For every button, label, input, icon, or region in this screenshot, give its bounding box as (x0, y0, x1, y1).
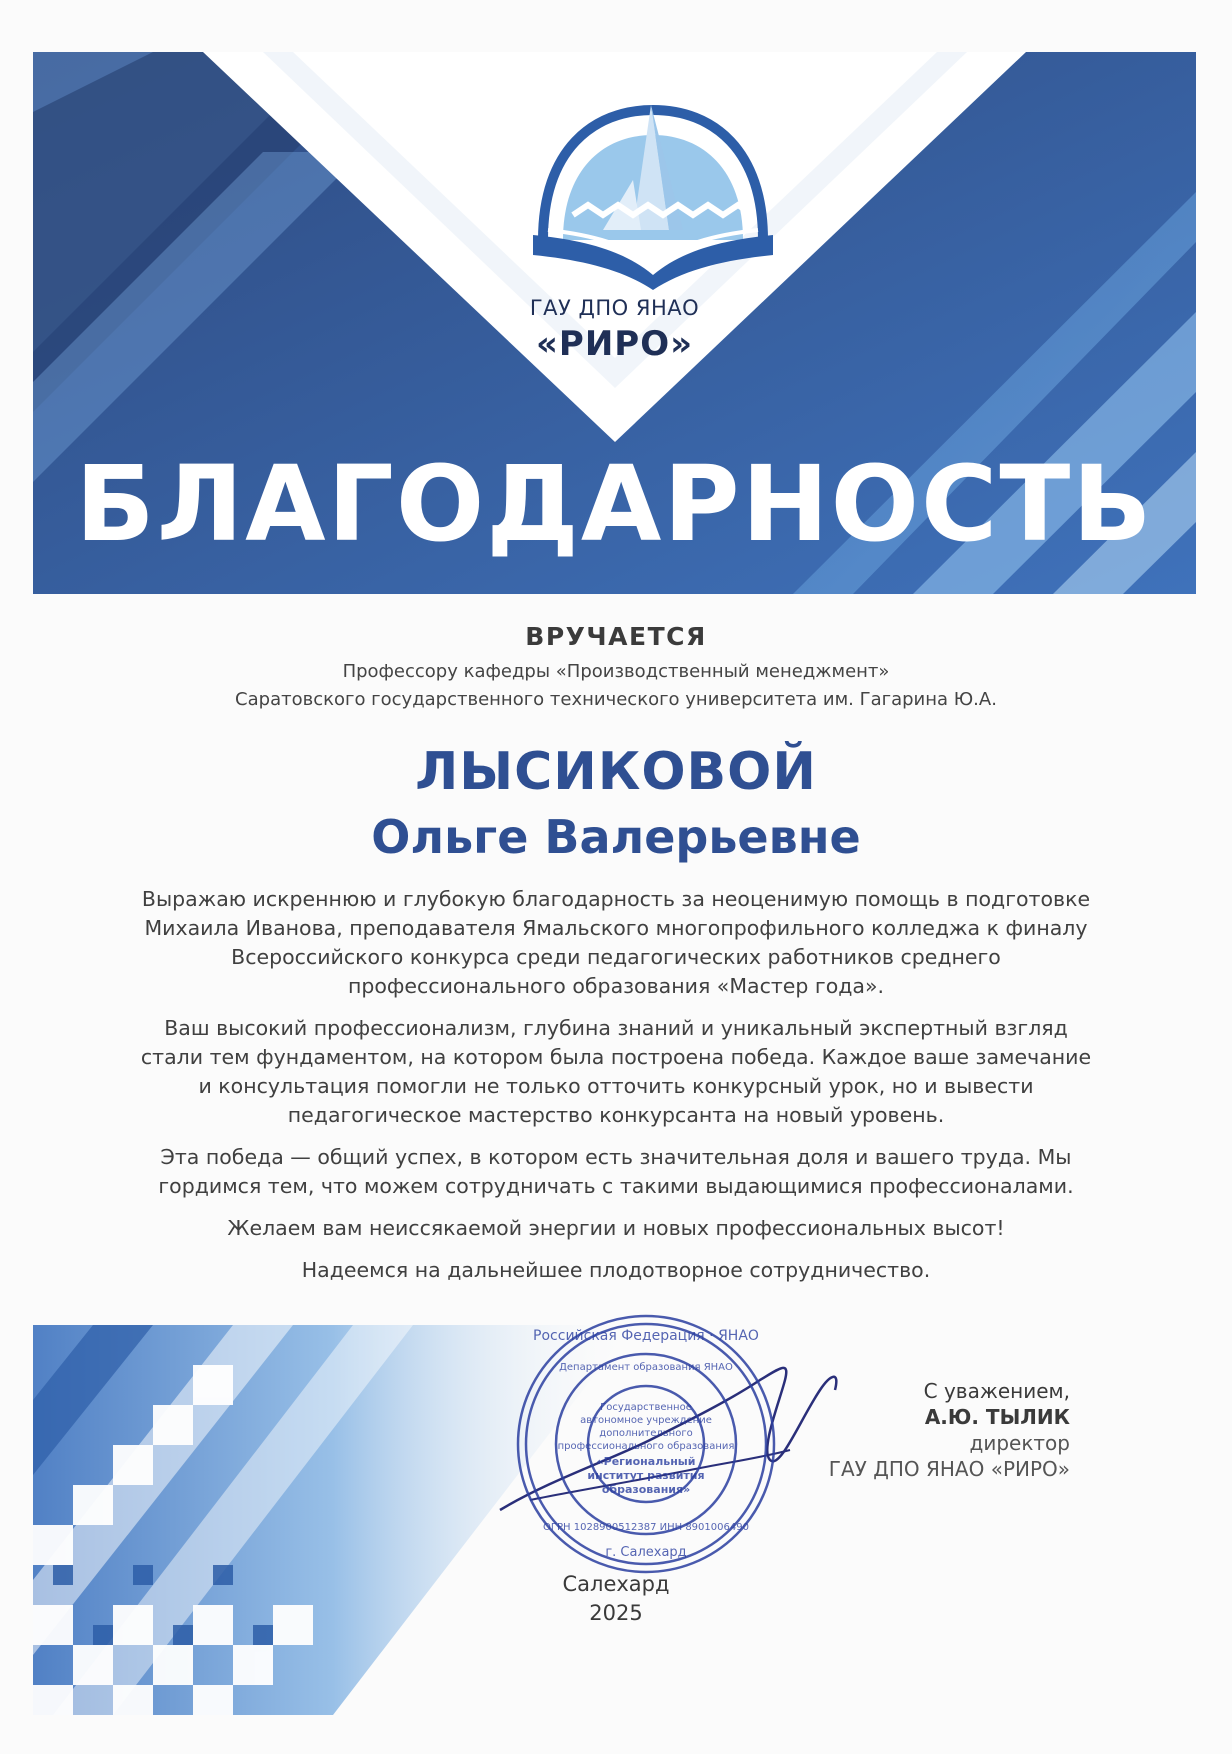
svg-text:Российская Федерация · ЯНАО: Российская Федерация · ЯНАО (533, 1328, 759, 1344)
svg-text:ОГРН 1028900512387 ИНН 8901006: ОГРН 1028900512387 ИНН 8901006490 (543, 1522, 749, 1533)
org-short-name: ГАУ ДПО ЯНАО (529, 296, 700, 320)
org-name: «РИРО» (535, 324, 694, 364)
recipient-given-names: Ольге Валерьевне (371, 810, 861, 864)
year: 2025 (589, 1601, 643, 1625)
svg-text:Государственное: Государственное (600, 1402, 692, 1413)
signature-block (829, 1378, 1070, 1482)
city: Салехард (562, 1572, 670, 1596)
svg-text:Департамент образования ЯНАО: Департамент образования ЯНАО (559, 1362, 733, 1373)
body-paragraph: Желаем вам неиссякаемой энергии и новых профессиональных высот! (227, 1216, 1005, 1240)
svg-text:г. Салехард: г. Салехард (605, 1545, 687, 1560)
recipient-position-line-1: Профессору кафедры «Производственный менеджмент» (342, 661, 890, 682)
signatory-position: директор (969, 1431, 1070, 1455)
signatory-organization: ГАУ ДПО ЯНАО «РИРО» (828, 1457, 1070, 1481)
closing-phrase: С уважением, (923, 1379, 1070, 1403)
svg-text:дополнительного: дополнительного (599, 1428, 693, 1439)
riro-logo-icon (523, 90, 783, 290)
body-paragraph: Надеемся на дальнейшее плодотворное сотрудничество. (301, 1258, 931, 1282)
official-stamp-icon (512, 1310, 780, 1578)
svg-text:профессионального образования: профессионального образования (557, 1441, 735, 1452)
svg-text:образования»: образования» (601, 1483, 691, 1496)
svg-text:автономное учреждение: автономное учреждение (580, 1415, 712, 1426)
letter-body (140, 885, 1092, 1298)
header-banner (33, 52, 1196, 594)
body-paragraph: Выражаю искреннюю и глубокую благодарность за неоценимую помощь в подготовке Михаила Иванова, преподавателя Ямальского многопрофильного колледжа к финалу Всероссийского конкурса среди педагогических работников среднего профессионального образования «Мастер года». (141, 887, 1091, 998)
svg-text:институт развития: институт развития (587, 1469, 705, 1482)
svg-text:«Региональный: «Региональный (596, 1455, 696, 1468)
place-and-date (0, 1570, 1232, 1628)
signatory-name: А.Ю. ТЫЛИК (924, 1405, 1070, 1429)
recipient-position-line-2: Саратовского государственного технического университета им. Гагарина Ю.А. (235, 689, 997, 710)
recipient-position (0, 658, 1232, 714)
page-title: БЛАГОДАРНОСТЬ (75, 443, 1154, 565)
body-paragraph: Ваш высокий профессионализм, глубина знаний и уникальный экспертный взгляд стали тем фундаментом, на котором была построена победа. Каждое ваше замечание и консультация помогли не только отточить конкурсный урок, но и вывести педагогическое мастерство конкурсанта на новый уровень. (140, 1016, 1092, 1127)
recipient-surname: ЛЫСИКОВОЙ (415, 742, 817, 802)
awarded-label: ВРУЧАЕТСЯ (525, 622, 707, 651)
body-paragraph: Эта победа — общий успех, в котором есть значительная доля и вашего труда. Мы гордимся тем, что можем сотрудничать с такими выдающимися профессионалами. (158, 1145, 1074, 1198)
